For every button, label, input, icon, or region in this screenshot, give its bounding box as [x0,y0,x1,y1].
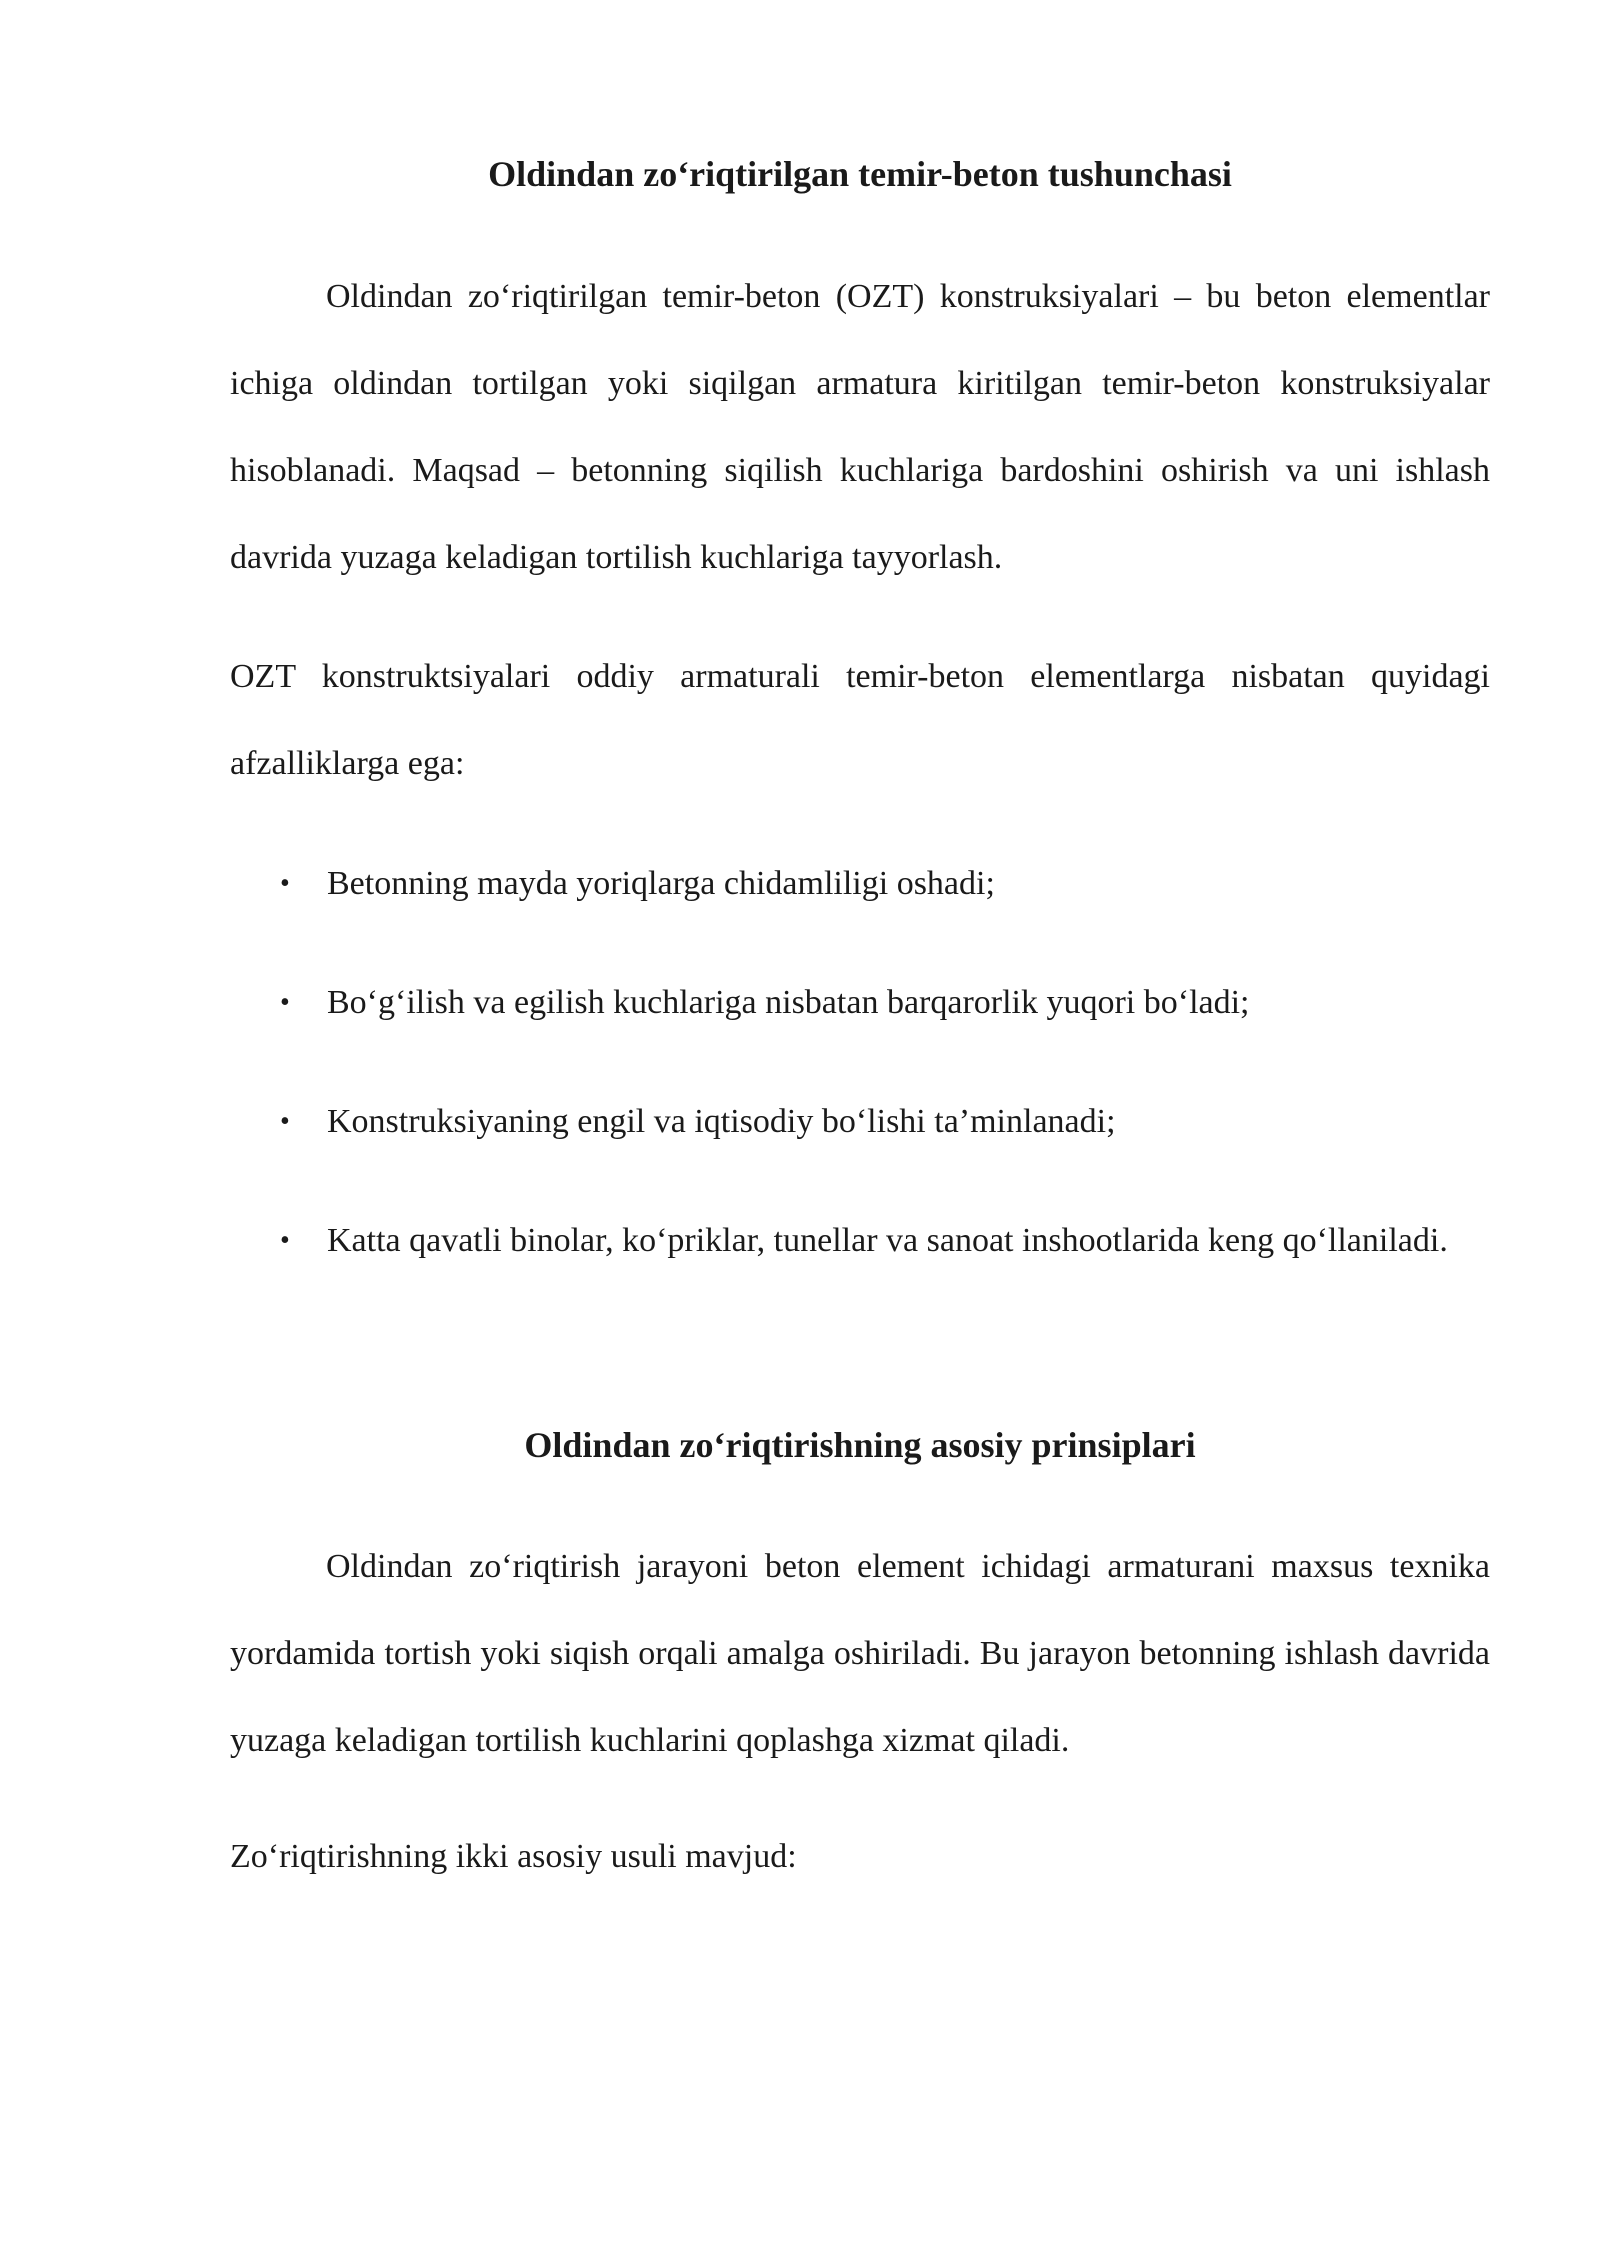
list-item [230,1197,1490,1284]
bullet-icon: • [280,1225,290,1256]
advantages-list [230,840,1490,1316]
bullet-icon: • [280,987,290,1018]
bullet-icon: • [280,1106,290,1137]
methods-intro-paragraph: Zo‘riqtirishning ikki asosiy usuli mavjud: [230,1838,797,1875]
document-page [230,0,1490,2262]
list-item-text: Katta qavatli binolar, ko‘priklar, tunellar va sanoat inshootlarida keng qo‘llaniladi. [327,1222,1448,1259]
intro-paragraph: Oldindan zo‘riqtirilgan temir-beton (OZT) konstruksiyalari – bu beton elementlar ichiga oldindan tortilgan yoki siqilgan armatura kiritilgan temir-beton konstruksiyalar hisoblanadi. Maqsad – betonning siqilish kuchlariga bardoshini oshirish va uni ishlash davrida yuzaga keladigan tortilish kuchlariga tayyorlash. [230,278,1490,576]
list-item [230,840,1490,927]
list-item-text: Konstruksiyaning engil va iqtisodiy bo‘lishi ta’minlanadi; [327,1103,1116,1140]
list-item-text: Betonning mayda yoriqlarga chidamliligi oshadi; [327,865,995,902]
list-item [230,1078,1490,1165]
bullet-icon: • [280,868,290,899]
list-item-text: Bo‘g‘ilish va egilish kuchlariga nisbatan barqarorlik yuqori bo‘ladi; [327,984,1250,1021]
advantages-intro-paragraph: OZT konstruktsiyalari oddiy armaturali temir-beton elementlarga nisbatan quyidagi afzalliklarga ega: [230,658,1490,782]
section-heading-principles: Oldindan zo‘riqtirishning asosiy prinsiplari [524,1425,1196,1465]
list-item [230,959,1490,1046]
section-heading-concept: Oldindan zo‘riqtirilgan temir-beton tushunchasi [488,154,1232,194]
principles-paragraph: Oldindan zo‘riqtirish jarayoni beton element ichidagi armaturani maxsus texnika yordamida tortish yoki siqish orqali amalga oshiriladi. Bu jarayon betonning ishlash davrida yuzaga keladigan tortilish kuchlarini qoplashga xizmat qiladi. [230,1548,1490,1759]
